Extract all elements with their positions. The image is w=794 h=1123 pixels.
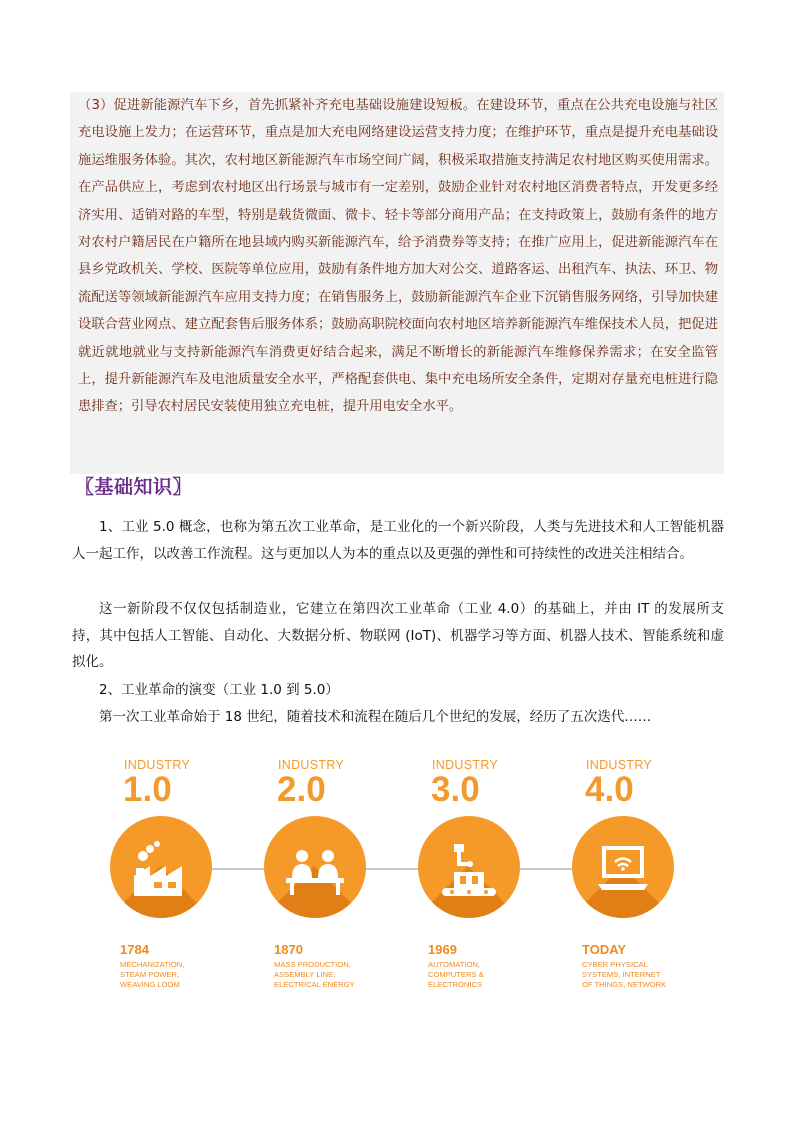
paragraph-evolution-intro: [72, 704, 724, 731]
note-lead: （3）: [78, 98, 114, 113]
paragraph-concept: [72, 514, 724, 567]
stage-year: 1870: [274, 942, 303, 957]
stage-kicker: INDUSTRY: [432, 758, 499, 772]
stage-disc: [418, 816, 520, 918]
stage-version: 4.0: [585, 770, 634, 809]
stage-description: CYBER PHYSICAL SYSTEMS, INTERNET OF THINGS, NETWORK: [582, 960, 667, 989]
stage-disc: [572, 816, 674, 918]
note-body: 促进新能源汽车下乡，首先抓紧补齐充电基础设施建设短板。在建设环节，重点在公共充电设施与社区充电设施上发力；在运营环节，重点是加大充电网络建设运营支持力度；在维护环节，重点是提升充电基础设施运维服务体验。其次，农村地区新能源汽车市场空间广阔，积极采取措施支持满足农村地区购买使用需求。在产品供应上，考虑到农村地区出行场景与城市有一定差别，鼓励企业针对农村地区消费者特点，开发更多经济实用、适销对路的车型，特别是载货微面、微卡、轻卡等部分商用产品；在支持政策上，鼓励有条件的地方对农村户籍居民在户籍所在地县域内购买新能源汽车，给予消费券等支持；在推广应用上，促进新能源汽车在县乡党政机关、学校、医院等单位应用，鼓励有条件地方加大对公交、道路客运、出租汽车、执法、环卫、物流配送等领域新能源汽车应用支持力度；在销售服务上，鼓励新能源汽车企业下沉销售服务网络，引导加快建设联合营业网点、建立配套售后服务体系；鼓励高职院校面向农村地区培养新能源汽车维保技术人员，把促进就近就地就业与支持新能源汽车消费更好结合起来，满足不断增长的新能源汽车维修保养需求；在安全监管上，提升新能源汽车及电池质量安全水平，严格配套供电、集中充电场所安全条件，定期对存量充电桩进行隐患排查；引导农村居民安装使用独立充电桩，提升用电安全水平。: [78, 98, 719, 415]
assembly-workers-icon: [264, 816, 366, 918]
timeline-connector-line: [148, 868, 638, 870]
stage-version: 1.0: [123, 770, 172, 809]
timeline-stage-industry-2: [262, 758, 402, 989]
highlight-note-box: [70, 92, 724, 474]
stage-disc: [110, 816, 212, 918]
stage-kicker: INDUSTRY: [124, 758, 191, 772]
timeline-stage-industry-1: [108, 758, 248, 989]
paragraph-text: 1、工业 5.0 概念，也称为第五次工业革命，是工业化的一个新兴阶段，人类与先进技术和人工智能机器人一起工作，以改善工作流程。这与更加以人为本的重点以及更强的弹性和可持续性的改进关注相结合。: [72, 519, 724, 562]
robot-arm-icon: [418, 816, 520, 918]
stage-description: MECHANIZATION, STEAM POWER, WEAVING LOOM: [120, 960, 185, 989]
industry-timeline-infographic: [108, 758, 678, 998]
stage-year: TODAY: [582, 942, 627, 957]
paragraph-evolution-heading: [72, 677, 724, 704]
stage-description: MASS PRODUCTION, ASSEMBLY LINE, ELECTRICAL ENERGY: [274, 960, 355, 989]
stage-kicker: INDUSTRY: [586, 758, 653, 772]
stage-disc: [264, 816, 366, 918]
stage-kicker: INDUSTRY: [278, 758, 345, 772]
note-paragraph: [78, 92, 718, 421]
paragraph-scope: [72, 596, 724, 676]
stage-year: 1969: [428, 942, 457, 957]
factory-icon: [110, 816, 212, 918]
section-title: 〖基础知识〗: [75, 476, 193, 498]
wifi-computer-icon: [572, 816, 674, 918]
stage-description: AUTOMATION, COMPUTERS & ELECTRONICS: [428, 960, 484, 989]
stage-version: 3.0: [431, 770, 480, 809]
timeline-stage-industry-4: [570, 758, 710, 989]
stage-version: 2.0: [277, 770, 326, 809]
paragraph-text: 第一次工业革命始于 18 世纪，随着技术和流程在随后几个世纪的发展，经历了五次迭代……: [99, 709, 652, 725]
paragraph-text: 这一新阶段不仅仅包括制造业，它建立在第四次工业革命（工业 4.0）的基础上，并由 IT 的发展所支持，其中包括人工智能、自动化、大数据分析、物联网 (IoT)、机器学习等方面、机器人技术、智能系统和虚拟化。: [72, 601, 724, 670]
timeline-stage-industry-3: [416, 758, 556, 989]
paragraph-text: 2、工业革命的演变（工业 1.0 到 5.0）: [99, 682, 339, 698]
stage-year: 1784: [120, 942, 149, 957]
